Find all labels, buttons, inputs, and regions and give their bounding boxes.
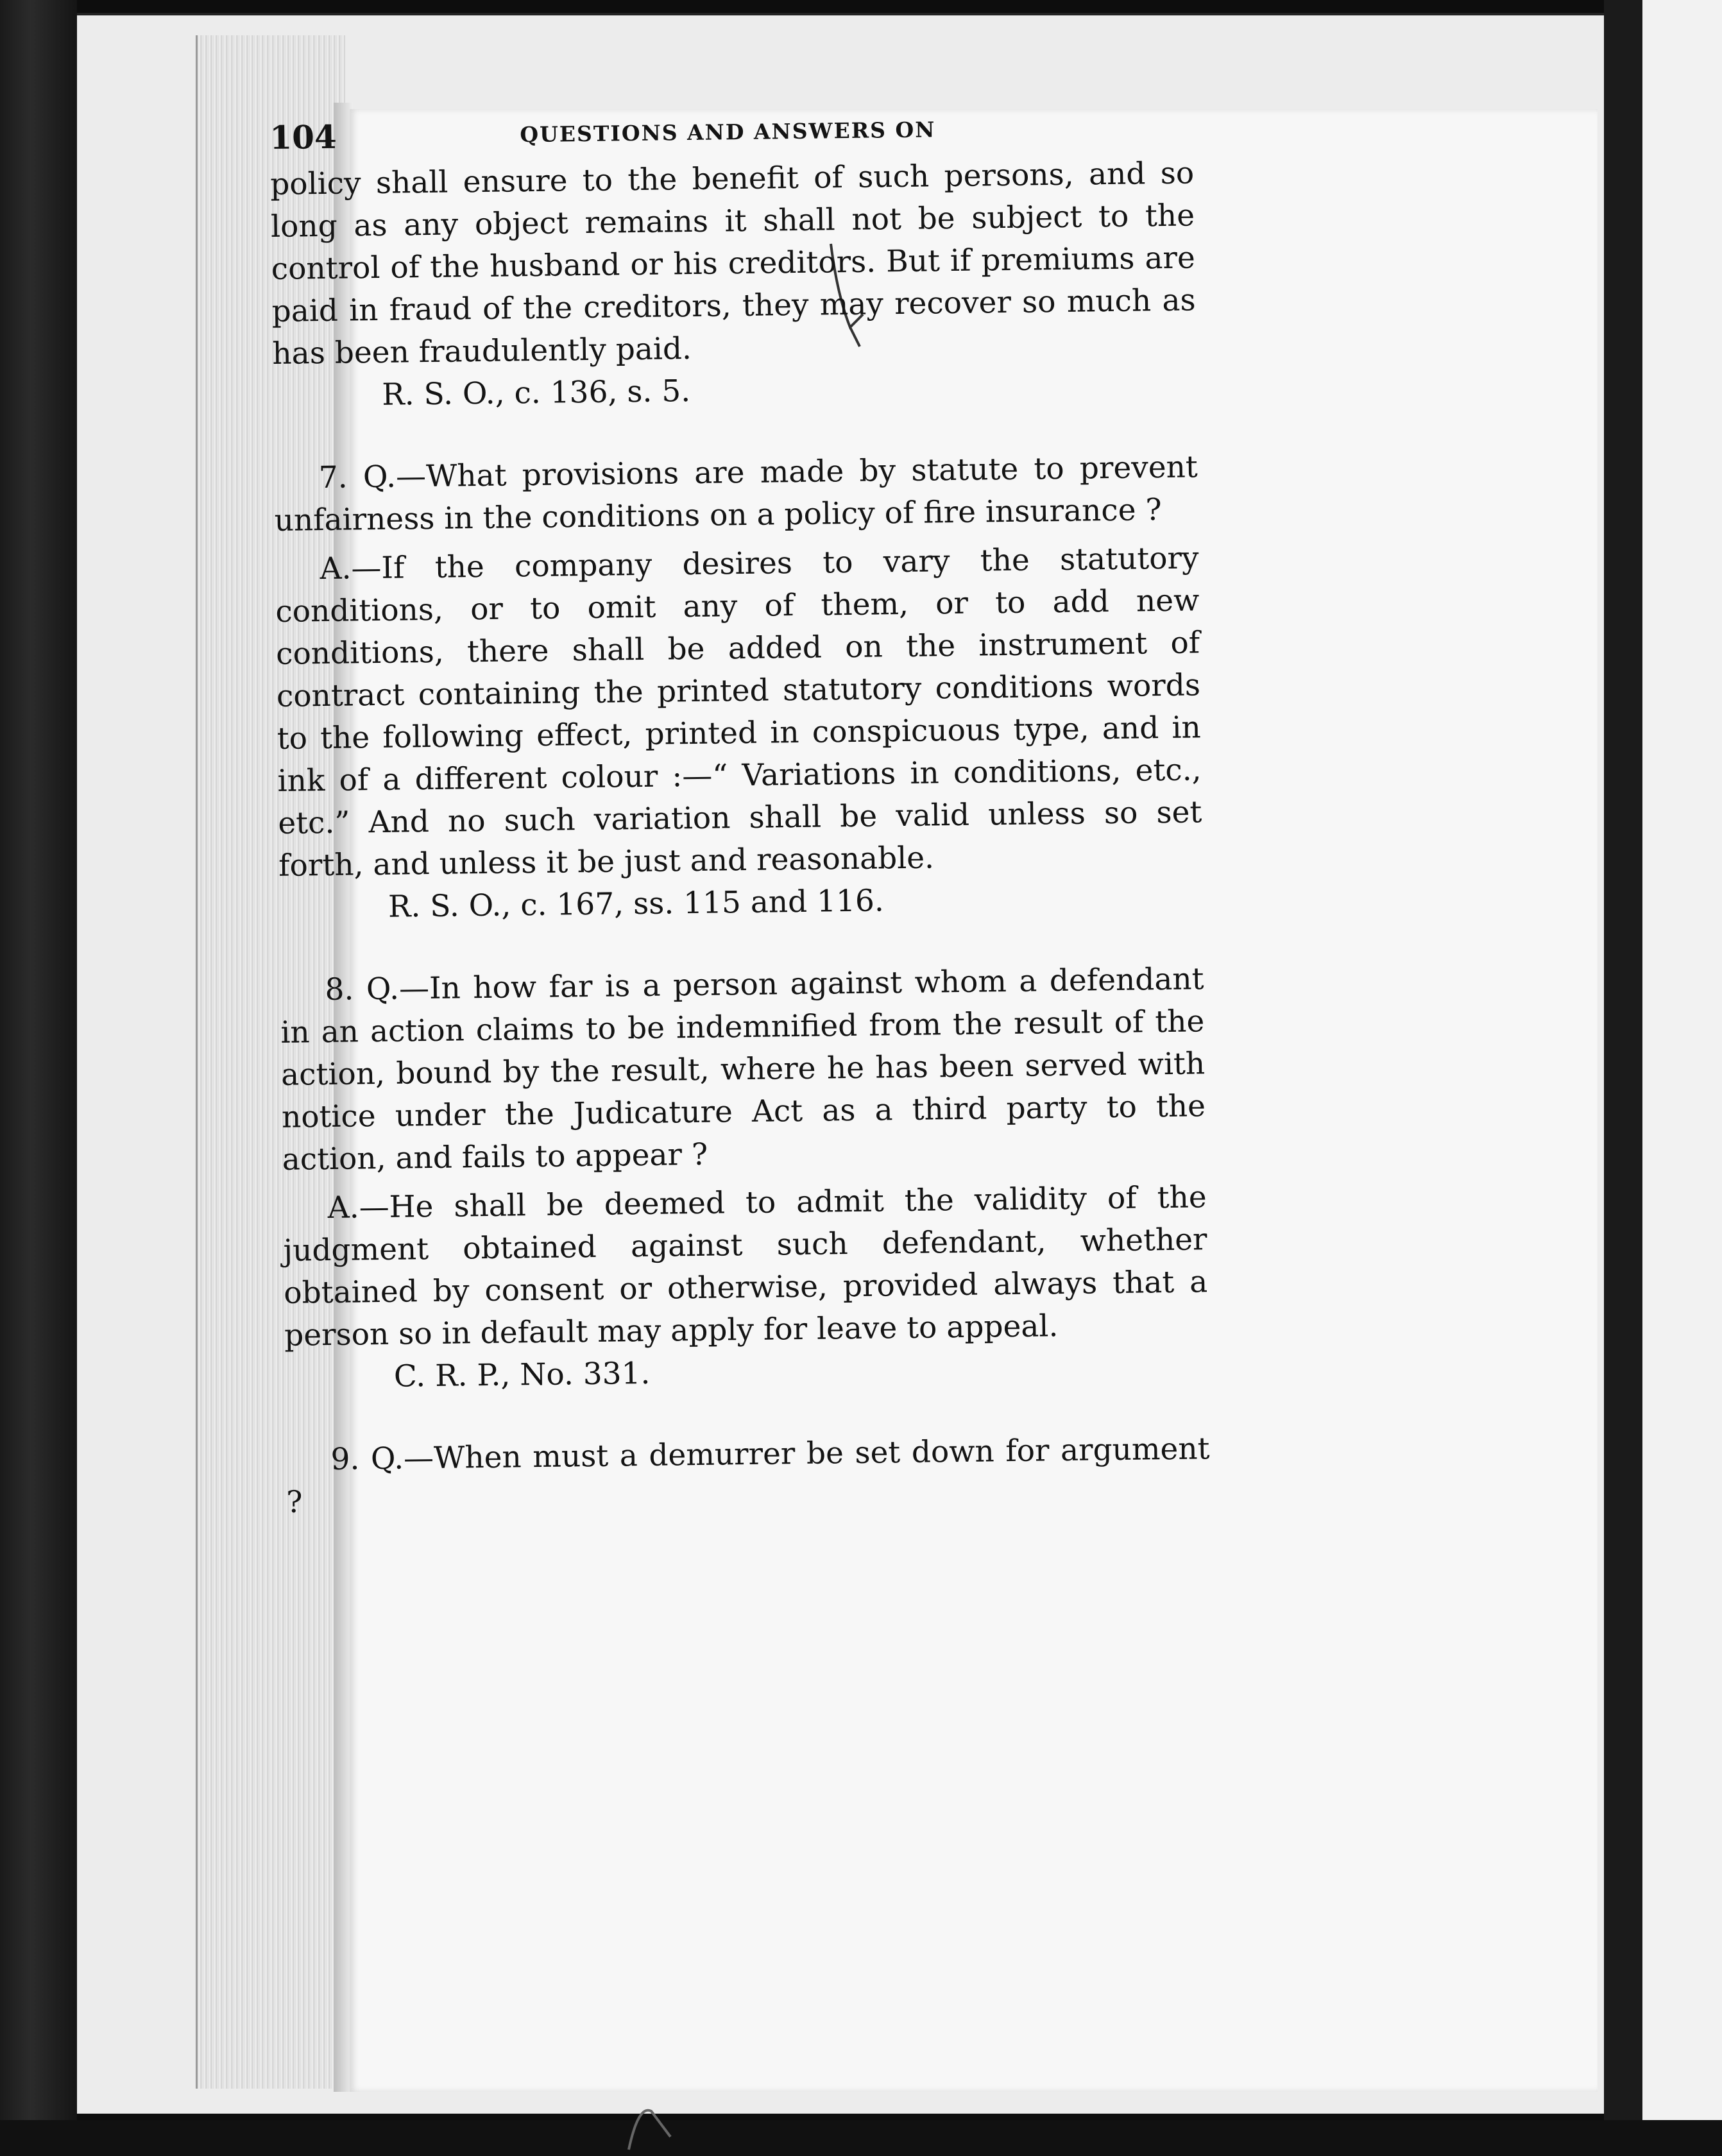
page-text-block (269, 107, 1211, 1523)
question-9: 9. Q.—When must a demurrer be set down for argument ? (286, 1431, 1210, 1520)
running-head-title: QUESTIONS AND ANSWERS ON (520, 117, 936, 148)
answer-8: A.—He shall be deemed to admit the validity of the judgment obtained against such defendant, whether obtained by consent or otherwise, provided always that a person so in default may apply for leave to appeal. (283, 1179, 1208, 1353)
pencil-mark-bottom-icon (626, 2098, 677, 2156)
page-number: 104 (269, 117, 337, 157)
continuation-citation: R. S. O., c. 136, s. 5. (381, 373, 691, 413)
book-cover-left (0, 0, 77, 2120)
answer-7: A.—If the company desires to vary the statutory conditions, or to omit any of them, or to add new conditions, there shall be added on the instrument of contract containing the printed statutory conditions words to the following effect, printed in conspicuous type, and in ink of a different colour :—“ Variations in conditions, etc., etc.” And no such variation shall be valid unless so set forth, and unless it be just and reasonable. (275, 540, 1202, 884)
question-8: 8. Q.—In how far is a person against whom a defendant in an action claims to be indemnified from the result of the action, bound by the result, where he has been served with notice under the Judicature Act as a third party to the action, and fails to appear ? (280, 961, 1206, 1177)
scan-right-margin (1642, 0, 1722, 2120)
citation-7: R. S. O., c. 167, ss. 115 and 116. (388, 883, 885, 925)
citation-8: C. R. P., No. 331. (393, 1355, 651, 1394)
question-7: 7. Q.—What provisions are made by statute to prevent unfairness in the conditions on a policy of fire insurance ? (274, 449, 1198, 538)
continuation-paragraph: policy shall ensure to the benefit of such persons, and so long as any object remains it shall not be subject to the control of the husband or his creditors. But if premiums are paid in fraud of the creditors, they may recover so much as has been fraudulently paid. (269, 155, 1196, 372)
